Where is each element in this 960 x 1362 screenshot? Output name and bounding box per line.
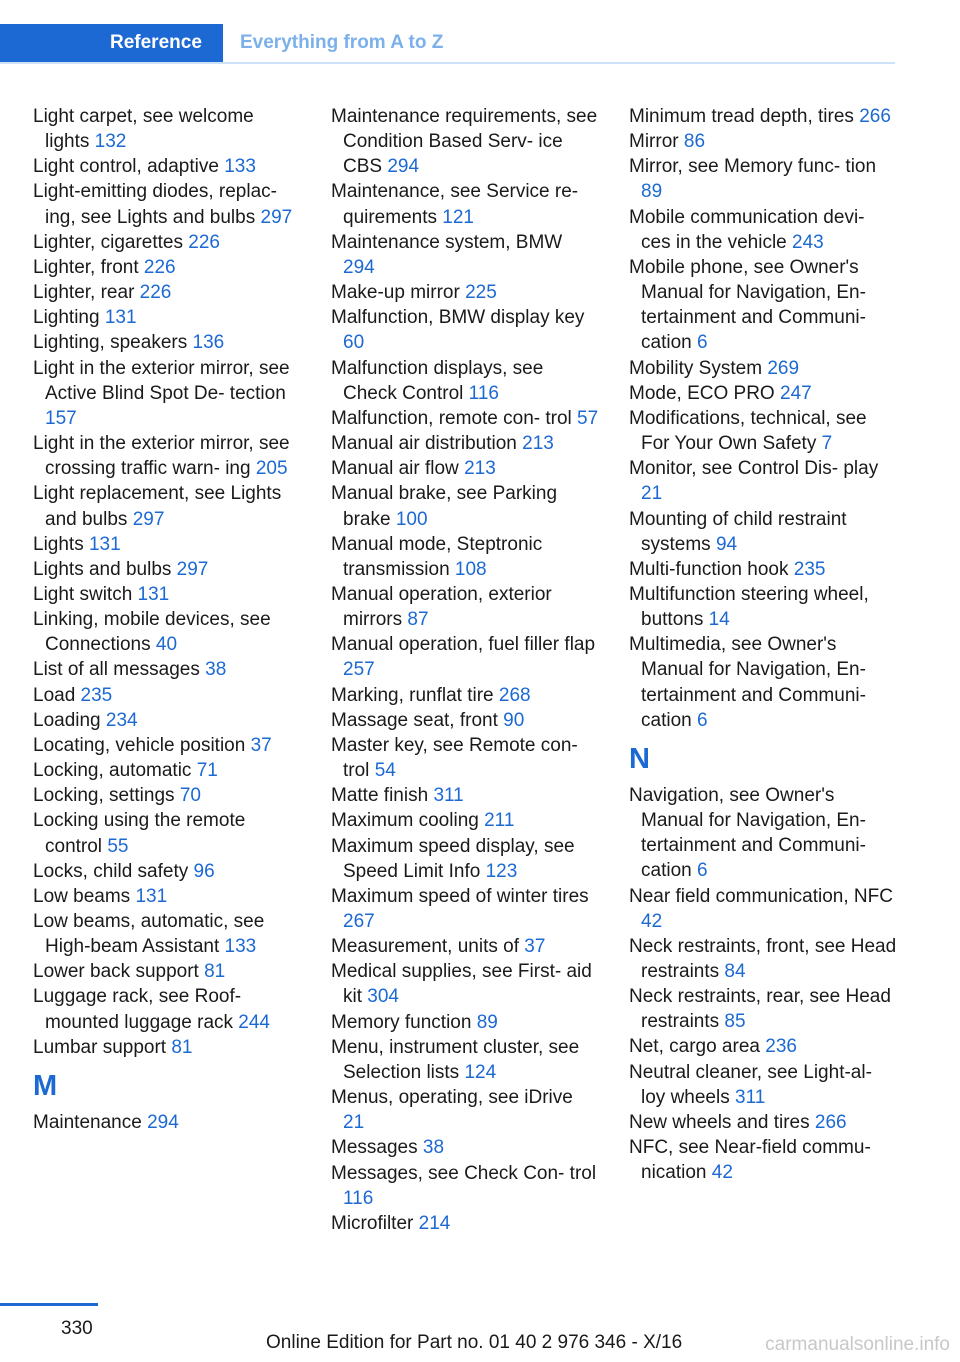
index-entry-text: Mobile phone, see Owner's Manual for Navigation, En‐ tertainment and Communi‐ cation [629,256,866,354]
index-entry-text: Lighting, speakers [33,332,193,354]
page-link[interactable]: 213 [522,433,554,455]
page-link[interactable]: 213 [464,458,496,480]
index-entry-text: Marking, runflat tire [331,684,499,706]
index-entry-text: Mirror, see Memory func‐ tion [629,156,877,178]
index-entry [629,381,897,406]
page-link[interactable]: 234 [105,709,138,731]
index-entry-text: Menus, operating, see iDrive [331,1087,573,1109]
index-entry-text: Mode, ECO PRO [629,382,780,404]
page-link[interactable]: 54 [374,760,396,782]
index-entry [331,456,599,481]
index-entry [629,582,897,632]
page-link[interactable]: 7 [821,433,833,455]
page-link[interactable]: 297 [132,508,165,530]
index-entry-text: Medical supplies, see First- aid kit [331,961,592,1008]
index-entry-text: Menu, instrument cluster, see Selection lists [331,1036,580,1083]
index-entry [33,959,301,984]
page-link[interactable]: 131 [104,307,137,329]
page-link[interactable]: 304 [367,986,399,1008]
index-column-3 [629,104,897,1185]
index-entry [629,984,897,1034]
index-entry-text: Light switch [33,583,138,605]
page-link[interactable]: 235 [793,558,826,580]
index-entry [629,783,897,884]
index-entry [331,104,599,179]
page-link[interactable]: 81 [204,961,226,983]
page-link[interactable]: 89 [476,1011,498,1033]
index-entry-text: List of all messages [33,659,206,681]
index-entry [331,305,599,355]
page-link[interactable]: 96 [193,860,215,882]
index-entry-text: Multi-function hook [629,558,794,580]
index-entry-text: Maximum cooling [331,810,485,832]
index-entry [629,1110,897,1135]
index-entry-text: Light control, adaptive [33,156,225,178]
index-entry [629,1034,897,1059]
index-entry [33,607,301,657]
page-link[interactable]: 311 [433,785,464,807]
index-entry-text: Mobility System [629,357,768,379]
page-link[interactable]: 214 [418,1212,451,1234]
index-entry [33,280,301,305]
index-entry-text: Manual air flow [331,458,465,480]
index-entry [629,456,897,506]
index-entry-text: Microfilter [331,1212,419,1234]
index-entry [33,154,301,179]
index-entry-text: Maintenance [33,1111,148,1133]
index-entry-text: Light replacement, see Lights and bulbs [33,483,282,530]
index-entry [33,582,301,607]
index-entry [331,280,599,305]
index-entry-text: Lights and bulbs [33,558,177,580]
index-entry-text: Minimum tread depth, tires [629,106,860,127]
index-entry-text: Mobile communication devi‐ ces in the vehicle [629,206,865,253]
index-entry [629,507,897,557]
page-link[interactable]: 37 [524,936,546,958]
page-link[interactable]: 42 [641,910,663,932]
page-link[interactable]: 70 [179,785,201,807]
index-entry-text: Manual operation, fuel filler flap [331,634,596,656]
index-entry-text: Neutral cleaner, see Light-al‐ loy wheels [629,1061,872,1108]
index-entry-text: Massage seat, front [331,709,504,731]
page-link[interactable]: 87 [407,609,429,631]
page-link[interactable]: 21 [641,483,663,505]
index-entry-text: Lighter, rear [33,282,140,304]
index-entry [33,179,301,229]
index-entry [33,733,301,758]
index-entry-text: Locking, settings [33,785,180,807]
index-entry-text: Multimedia, see Owner's Manual for Navigation, En‐ tertainment and Communi‐ cation [629,634,866,731]
index-entry-text: New wheels and tires [629,1111,815,1133]
page-link[interactable]: 94 [715,533,738,555]
index-letter-heading: M [33,1069,58,1102]
index-entry-text: Mirror [629,131,684,153]
index-entry [331,1035,599,1085]
index-entry-text: Low beams, automatic, see High-beam Assistant [33,911,265,958]
index-entry-text: Lights [33,533,89,555]
page-link[interactable]: 38 [422,1137,445,1159]
index-entry-text: Maximum speed of winter tires [331,885,589,907]
index-entry [33,330,301,355]
page-link[interactable]: 6 [696,709,708,731]
page-link[interactable]: 6 [696,860,708,882]
page-link[interactable]: 157 [45,407,77,429]
page-link[interactable]: 247 [780,382,812,404]
page-link[interactable]: 297 [176,558,209,580]
index-entry-text: Net, cargo area [629,1036,766,1058]
page-link[interactable]: 269 [767,357,800,379]
index-entry [629,129,897,154]
page-link[interactable]: 71 [196,760,218,782]
page-link[interactable]: 123 [485,860,518,882]
index-entry-text: Maximum speed display, see Speed Limit Info [331,835,575,882]
page-link[interactable]: 40 [155,634,178,656]
index-entry-text: Locking using the remote control [33,810,246,857]
index-entry-text: Maintenance requirements, see Condition Based Serv‐ ice CBS [331,106,598,178]
index-entry [629,884,897,934]
index-entry-text: Modifications, technical, see For Your Own Safety [629,407,867,455]
page-link[interactable]: 55 [107,835,129,857]
index-entry [33,481,301,531]
index-entry-text: Locking, automatic [33,760,197,782]
page-number: 330 [61,1318,93,1339]
index-entry [331,632,599,682]
index-entry-text: NFC, see Near-field commu‐ nication [629,1137,871,1184]
index-entry [33,909,301,959]
index-entry-text: Neck restraints, front, see Head restraints [629,935,897,982]
edition-note: Online Edition for Part no. 01 40 2 976 346 - X/16 [266,1332,683,1353]
index-entry [33,683,301,708]
page-link[interactable]: 131 [88,533,121,555]
index-entry [331,808,599,833]
index-entry [33,808,301,858]
index-entry [331,356,599,406]
section-tab: Reference [0,24,223,62]
index-entry [331,884,599,934]
index-entry [33,431,301,481]
index-entry [629,255,897,356]
index-entry [331,1085,599,1135]
index-entry-text: Low beams [33,885,136,907]
index-entry-text: Loading [33,709,106,731]
index-column-1 [33,104,301,1135]
index-entry [33,758,301,783]
page-link[interactable]: 226 [188,231,220,253]
page-link[interactable]: 86 [683,131,706,153]
index-entry-text: Maintenance system, BMW [331,231,563,253]
page-link[interactable]: 268 [498,684,531,706]
index-entry-text: Light carpet, see welcome lights [33,106,254,153]
index-entry-text: Near field communication, NFC [629,885,893,907]
index-entry [629,356,897,381]
index-entry [33,783,301,808]
index-entry [331,959,599,1009]
index-entry [331,733,599,783]
index-entry [33,657,301,682]
index-entry [331,582,599,632]
page-link[interactable]: 205 [255,458,288,480]
page-link[interactable]: 236 [765,1036,797,1058]
index-entry-text: Light-emitting diodes, replac‐ ing, see Lights and bulbs [33,181,277,228]
index-entry [331,431,599,456]
index-entry [331,1135,599,1160]
index-entry [33,230,301,255]
page-link[interactable]: 294 [147,1111,179,1133]
index-entry-text: Maintenance, see Service re‐ quirements [331,181,579,228]
index-entry-text: Locks, child safety [33,860,194,882]
page-link[interactable]: 85 [724,1011,746,1033]
page-link[interactable]: 132 [94,131,127,153]
index-entry [33,104,301,154]
page-link[interactable]: 226 [143,256,176,278]
page-link[interactable]: 131 [137,583,170,605]
index-entry-text: Light in the exterior mirror, see Active Blind Spot De‐ tection [33,357,290,404]
index-entry-text: Messages [331,1137,423,1159]
index-entry [331,934,599,959]
page-link[interactable]: 235 [80,684,113,706]
footer-rule [0,1303,98,1306]
page-link[interactable]: 108 [454,558,487,580]
index-entry-text: Lighter, front [33,256,144,278]
index-entry [331,1161,599,1211]
index-entry [33,884,301,909]
page-header [0,24,895,64]
index-entry [33,1110,301,1135]
index-entry-text: Lumbar support [33,1036,172,1058]
index-entry [33,305,301,330]
index-entry [33,356,301,431]
index-entry-text: Memory function [331,1011,477,1033]
page-link[interactable]: 311 [735,1086,766,1108]
index-entry [33,557,301,582]
page-link[interactable]: 257 [343,659,375,681]
index-entry [629,104,897,129]
index-entry-text: Manual operation, exterior mirrors [331,583,552,631]
index-entry [629,632,897,733]
index-entry [629,154,897,204]
page-link[interactable]: 14 [708,609,730,631]
index-entry [331,230,599,280]
index-entry [331,532,599,582]
page-link[interactable]: 211 [484,810,515,832]
index-entry [629,1060,897,1110]
subsection-tab: Everything from A to Z [240,32,444,53]
page-link[interactable]: 6 [696,332,708,354]
index-entry [331,783,599,808]
index-entry [331,481,599,531]
index-entry-text: Measurement, units of [331,936,525,958]
page-link[interactable]: 266 [859,106,891,127]
page-link[interactable]: 294 [387,156,420,178]
page-link[interactable]: 267 [343,911,375,932]
index-entry [331,834,599,884]
page-link[interactable]: 89 [641,181,663,203]
index-entry-text: Monitor, see Control Dis‐ play [629,458,879,480]
page-link[interactable]: 226 [139,282,172,304]
index-entry-text: Load [33,684,81,706]
page-link[interactable]: 57 [577,407,599,429]
index-entry [33,708,301,733]
page-link[interactable]: 297 [260,206,293,228]
index-entry [629,1135,897,1185]
page-link[interactable]: 42 [711,1162,733,1184]
index-entry [629,934,897,984]
index-entry-text: Lower back support [33,961,205,983]
index-entry-text: Master key, see Remote con‐ trol [331,734,578,782]
index-entry [331,179,599,229]
index-entry [629,406,897,456]
index-entry-text: Light in the exterior mirror, see crossing traffic warn‐ ing [33,433,290,480]
page-link[interactable]: 225 [465,282,497,304]
index-entry [331,406,599,431]
page-link[interactable]: 37 [250,734,272,756]
index-entry [33,984,301,1034]
index-entry-text: Make-up mirror [331,282,466,304]
index-entry-text: Matte finish [331,785,434,807]
index-entry [331,683,599,708]
index-letter-heading: N [629,742,650,775]
index-entry-text: Luggage rack, see Roof- mounted luggage rack [33,986,242,1033]
page-link[interactable]: 124 [464,1061,497,1083]
index-column-2 [331,104,599,1236]
page-link[interactable]: 136 [192,332,225,354]
index-entry [331,708,599,733]
index-entry-text: Manual air distribution [331,433,523,455]
watermark: carmanualsonline.info [765,1334,950,1355]
page-link[interactable]: 84 [724,961,746,982]
index-entry [331,1010,599,1035]
page-link[interactable]: 133 [224,936,257,958]
index-entry-text: Lighting [33,307,105,329]
index-entry-text: Malfunction, BMW display key [331,307,585,329]
page-link[interactable]: 21 [343,1112,365,1134]
index-entry [33,532,301,557]
page-link[interactable]: 60 [343,332,365,354]
page-link[interactable]: 81 [171,1036,193,1058]
page-link[interactable]: 266 [814,1111,847,1133]
index-entry [629,557,897,582]
index-entry-text: Multifunction steering wheel, buttons [629,583,869,631]
page-link[interactable]: 294 [343,256,375,278]
page-link[interactable]: 243 [792,231,824,253]
index-entry-text: Malfunction displays, see Check Control [331,357,544,404]
index-entry-text: Neck restraints, rear, see Head restraints [629,986,891,1033]
page-link[interactable]: 38 [205,659,227,681]
index-entry [629,205,897,255]
index-entry [33,1035,301,1060]
index-entry [33,255,301,280]
page-link[interactable]: 100 [395,508,428,530]
page-link[interactable]: 90 [503,709,525,731]
index-entry [33,859,301,884]
index-entry-text: Lighter, cigarettes [33,231,189,253]
page-link[interactable]: 244 [238,1011,270,1033]
page-link[interactable]: 116 [343,1187,374,1209]
index-entry-text: Manual mode, Steptronic transmission [331,533,543,580]
page-link[interactable]: 116 [468,382,499,404]
index-entry-text: Navigation, see Owner's Manual for Navigation, En‐ tertainment and Communi‐ cation [629,784,866,882]
index-entry-text: Mounting of child restraint systems [629,508,847,555]
index-entry-text: Malfunction, remote con‐ trol [331,407,578,429]
index-entry [331,1211,599,1236]
index-entry-text: Messages, see Check Con‐ trol [331,1162,597,1184]
page-link[interactable]: 131 [135,885,168,907]
index-entry-text: Linking, mobile devices, see Connections [33,609,271,656]
index-entry-text: Locating, vehicle position [33,734,251,756]
page-link[interactable]: 133 [224,156,256,178]
index-entry-text: Manual brake, see Parking brake [331,483,558,530]
page-link[interactable]: 121 [442,206,474,228]
